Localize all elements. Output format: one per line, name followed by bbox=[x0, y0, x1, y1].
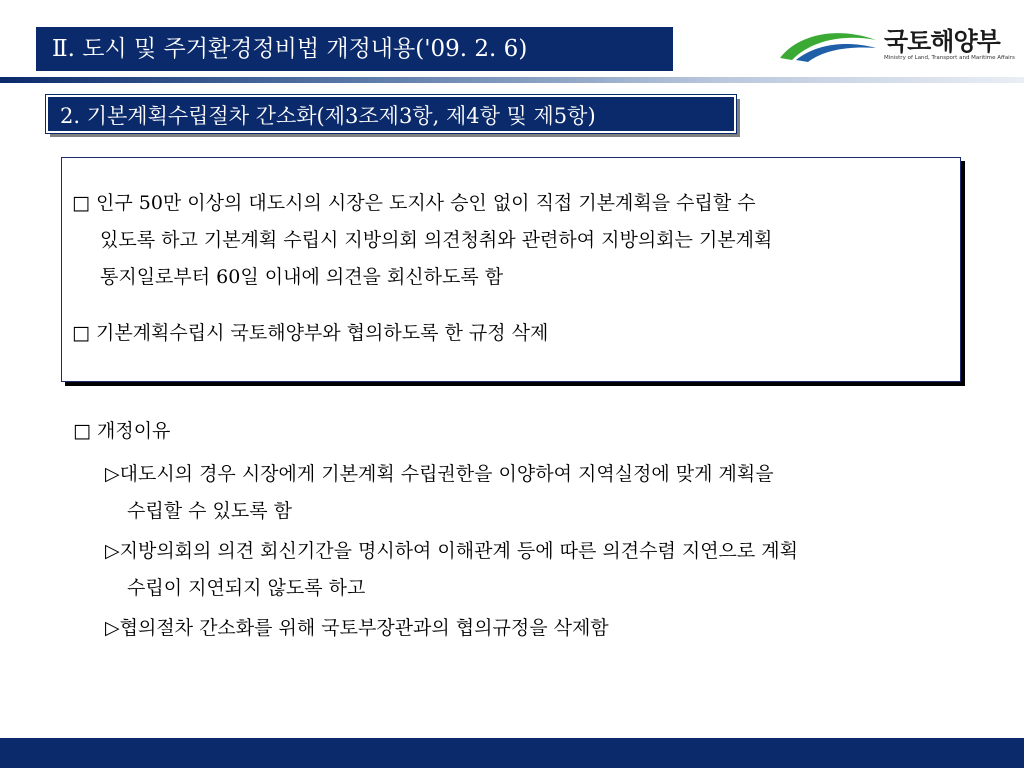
section-heading: 2. 기본계획수립절차 간소화(제3조제3항, 제4항 및 제5항) bbox=[46, 95, 736, 133]
reason-item-2-line-1: ▷지방의회의 의견 회신기간을 명시하여 이해관계 등에 따른 의견수렴 지연으로 계획 bbox=[105, 540, 799, 562]
logo-name: 국토해양부 bbox=[884, 27, 1000, 56]
reason-heading: □ 개정이유 bbox=[73, 420, 171, 442]
summary-item-1-line-3: 통지일로부터 60일 이내에 의견을 회신하도록 함 bbox=[100, 266, 504, 288]
reason-item-1-line-2: 수립할 수 있도록 함 bbox=[127, 500, 292, 522]
summary-item-2-text: □ 기본계획수립시 국토해양부와 협의하도록 한 규정 삭제 bbox=[72, 322, 549, 344]
summary-item-1 bbox=[72, 185, 772, 296]
summary-item-1-line-1: □ 인구 50만 이상의 대도시의 시장은 도지사 승인 없이 직접 기본계획을 수립할 수 bbox=[72, 192, 756, 214]
ministry-logo bbox=[778, 22, 1016, 66]
reason-item-1-line-1: ▷대도시의 경우 시장에게 기본계획 수립권한을 이양하여 지역실정에 맞게 계획을 bbox=[105, 463, 774, 485]
logo-swoosh-icon bbox=[778, 26, 878, 62]
page-title: Ⅱ. 도시 및 주거환경정비법 개정내용('09. 2. 6) bbox=[36, 27, 673, 71]
reason-item-3: ▷협의절차 간소화를 위해 국토부장관과의 협의규정을 삭제함 bbox=[105, 617, 609, 639]
reason-item-1 bbox=[105, 456, 774, 530]
reason-item-2 bbox=[105, 533, 798, 607]
header-divider bbox=[0, 77, 1024, 83]
logo-subtitle: Ministry of Land, Transport and Maritime Affairs bbox=[884, 55, 1015, 61]
summary-item-1-line-2: 있도록 하고 기본계획 수립시 지방의회 의견청취와 관련하여 지방의회는 기본계획 bbox=[100, 229, 773, 251]
summary-box bbox=[61, 157, 961, 382]
footer-bar bbox=[0, 738, 1024, 768]
summary-item-2 bbox=[72, 315, 548, 352]
reason-item-2-line-2: 수립이 지연되지 않도록 하고 bbox=[127, 577, 366, 599]
